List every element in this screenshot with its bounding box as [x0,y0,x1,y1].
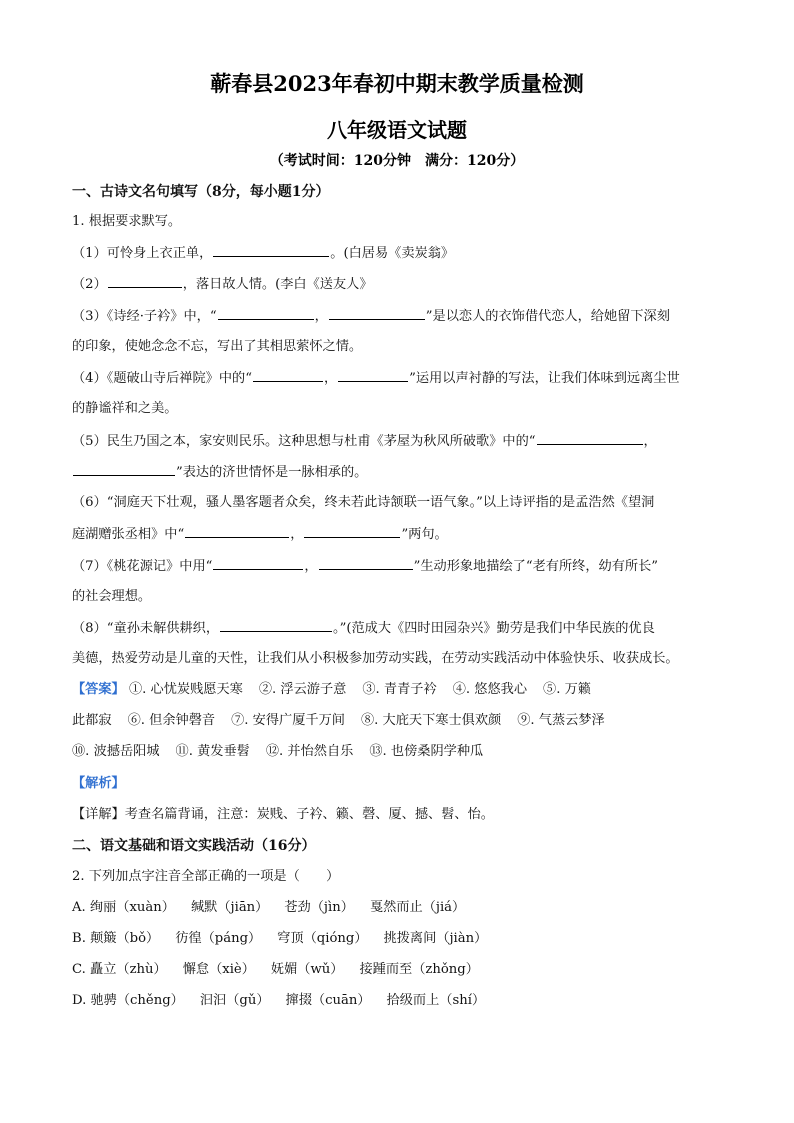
answer-blank[interactable] [108,274,182,288]
analysis-label: 【解析】 [72,776,125,791]
answer-item: ③. 青青子衿 [362,682,437,697]
answer-blank[interactable] [185,524,289,538]
answer-blank[interactable] [73,462,175,476]
option-c[interactable]: C. 矗立（zhù） 懈怠（xiè） 妩媚（wǔ） 接踵而至（zhǒng） [72,962,479,977]
option-d[interactable]: D. 驰骋（chěng） 汩汩（gǔ） 撺掇（cuān） 拾级而上（shí） [72,993,486,1008]
answer-blank[interactable] [218,306,314,320]
answer-item: ⑧. 大庇天下寒士俱欢颜 [360,713,502,728]
answer-blank[interactable] [253,368,323,382]
question-1-item-8: （8）“童孙未解供耕织， 。”(范成大《四时田园杂兴》勤劳是我们中华民族的优良 [72,618,655,639]
answer-item: ⑤. 万籁 [543,682,591,697]
answer-row-1 [72,680,591,700]
question-1-item-7: （7）《桃花源记》中用“ ， ”生动形象地描绘了“老有所终，幼有所长” [72,556,658,577]
question-1-stem: 1. 根据要求默写。 [72,214,182,229]
page-title: 蕲春县2023年春初中期末教学质量检测 [210,71,584,96]
answer-label: 【答案】 [72,682,125,697]
section2-heading: 二、语文基础和语文实践活动（16分） [72,838,316,854]
option-b[interactable]: B. 颠簸（bǒ） 彷徨（páng） 穹顶（qióng） 挑拨离间（jiàn） [72,931,488,946]
question-1-item-5: （5）民生乃国之本，家安则民乐。这种思想与杜甫《茅屋为秋风所破歌》中的“ ， [72,431,657,452]
answer-item: ⑩. 波撼岳阳城 [72,744,160,759]
answer-item: ⑬. 也傍桑阴学种瓜 [369,744,484,759]
question-1-item-3-cont: 的印象，使她念念不忘，写出了其相思萦怀之情。 [72,339,363,354]
section1-heading: 一、古诗文名句填写（8分，每小题1分） [72,184,330,200]
answer-item: ④. 悠悠我心 [452,682,528,697]
question-1-item-2: （2） ，落日故人情。(李白《送友人》 [72,274,373,295]
question-1-item-4: （4）《题破山寺后禅院》中的“ ， ”运用以声衬静的写法，让我们体味到远离尘世 [72,368,680,389]
answer-item: ⑦. 安得广厦千万间 [231,713,345,728]
answer-item: ②. 浮云游子意 [258,682,347,697]
answer-blank[interactable] [338,368,408,382]
answer-blank[interactable] [304,524,400,538]
question-1-item-7-cont: 的社会理想。 [72,589,152,604]
answer-item: ⑫. 并怡然自乐 [265,744,354,759]
question-1-item-4-cont: 的静谧祥和之美。 [72,401,178,416]
exam-info: （考试时间：120分钟 满分：120分） [269,153,525,169]
option-a[interactable]: A. 绚丽（xuàn） 缄默（jiān） 苍劲（jìn） 戛然而止（jiá） [72,900,466,915]
answer-blank[interactable] [329,306,425,320]
detail-explanation: 【详解】考查名篇背诵，注意：炭贱、子衿、籁、磬、厦、撼、髫、怡。 [72,807,494,822]
question-1-item-5-cont: ”表达的济世情怀是一脉相承的。 [72,462,367,483]
question-1-item-6: （6）“洞庭天下壮观，骚人墨客题者众矣，终未若此诗颔联一语气象。”以上诗评指的是孟浩然《望洞 [72,495,655,510]
answer-row-3 [72,742,483,762]
question-1-item-8-cont: 美德，热爱劳动是儿童的天性，让我们从小积极参加劳动实践，在劳动实践活动中体验快乐、收获成长。 [72,651,679,666]
answer-row-2 [72,711,605,731]
question-1-item-1: （1）可怜身上衣正单， 。(白居易《卖炭翁》 [72,243,454,264]
answer-item: ⑪. 黄发垂髫 [175,744,250,759]
answer-blank[interactable] [213,243,329,257]
answer-item: ①. 心忧炭贱愿天寒 [128,682,243,697]
answer-item: ⑨. 气蒸云梦泽 [517,713,605,728]
question-2-stem: 2. 下列加点字注音全部正确的一项是（ ） [72,869,340,884]
answer-blank[interactable] [213,556,303,570]
answer-blank[interactable] [319,556,413,570]
answer-blank[interactable] [220,618,332,632]
page-subtitle: 八年级语文试题 [327,118,467,142]
answer-item: ⑥. 但余钟磬音 [127,713,216,728]
question-1-item-3: （3）《诗经·子衿》中，“ ， ”是以恋人的衣饰借代恋人，给她留下深刻 [72,306,670,327]
question-1-item-6-cont: 庭湖赠张丞相》中“ ， ”两句。 [72,524,448,545]
answer-blank[interactable] [537,431,643,445]
answer-item: 此都寂 [72,713,112,728]
